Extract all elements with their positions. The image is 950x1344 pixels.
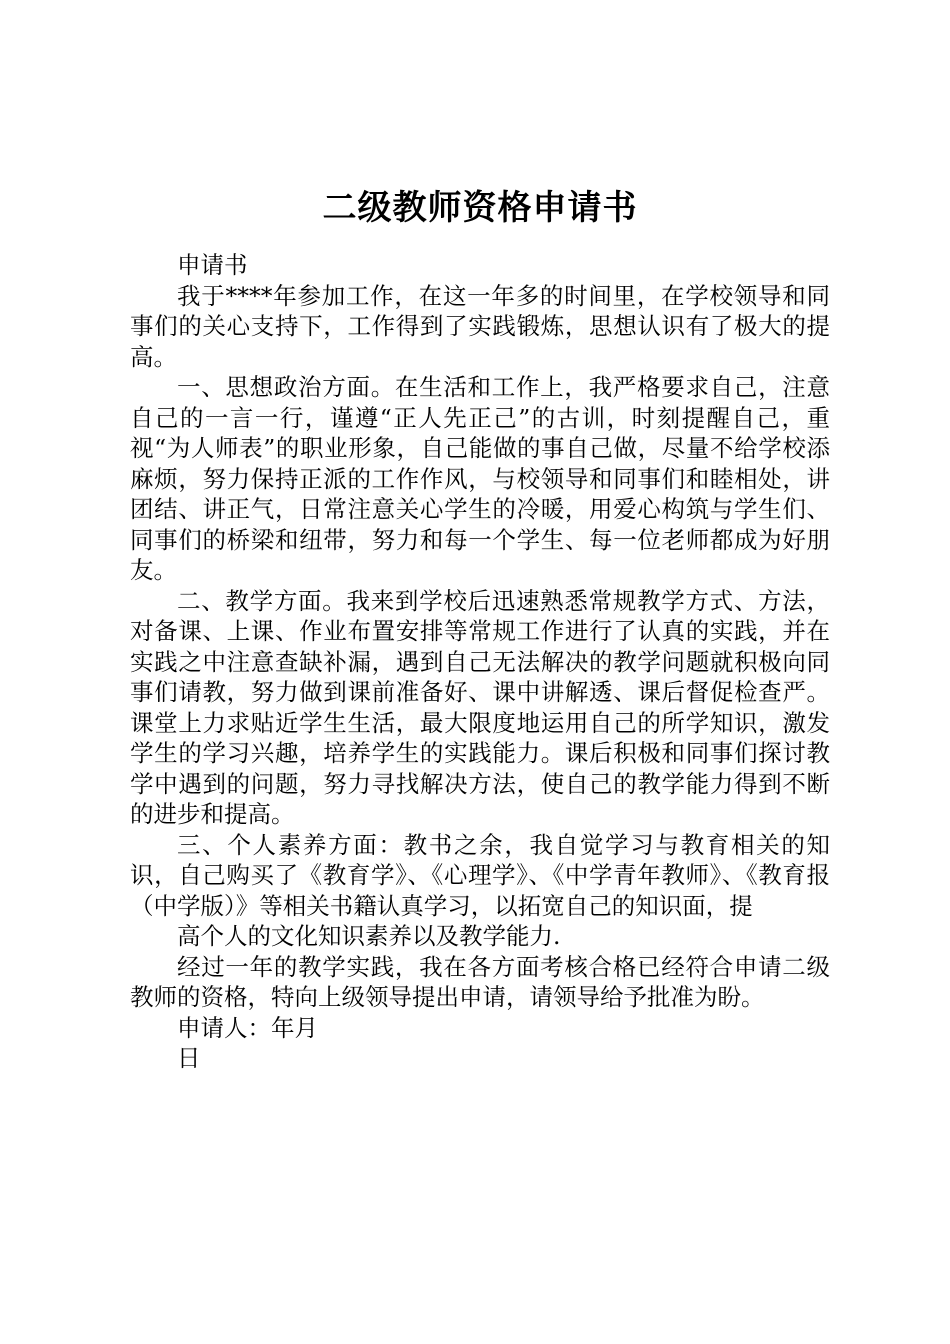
signature-day: 日: [177, 1044, 201, 1072]
paragraph-political: 一、思想政治方面。在生活和工作上，我严格要求自己，注意自己的一言一行，谨遵“正人先正己”的古训，时刻提醒自己，重视“为人师表”的职业形象，自己能做的事自己做，尽量不给学校添麻烦，努力保持正派的工作作风，与校领导和同事们和睦相处，讲团结、讲正气，日常注意关心学生的冷暖，用爱心构筑与学生们、同事们的桥梁和纽带，努力和每一个学生、每一位老师都成为好朋友。: [130, 373, 830, 584]
paragraph-conclusion: 经过一年的教学实践，我在各方面考核合格已经符合申请二级教师的资格，特向上级领导提出申请，请领导给予批准为盼。: [130, 952, 830, 1011]
signature-applicant: 申请人：年月: [177, 1013, 318, 1042]
paragraph-heading: 申请书: [177, 251, 248, 279]
paragraph-teaching: 二、教学方面。我来到学校后迅速熟悉常规教学方式、方法，对备课、上课、作业布置安排等常规工作进行了认真的实践，并在实践之中注意查缺补漏，遇到自己无法解决的教学问题就积极向同事们请教，努力做到课前准备好、课中讲解透、课后督促检查严。课堂上力求贴近学生生活，最大限度地运用自己的所学知识，激发学生的学习兴趣，培养学生的实践能力。课后积极和同事们探讨教学中遇到的问题，努力寻找解决方法，使自己的教学能力得到不断的进步和提高。: [130, 586, 830, 828]
document-page: [130, 180, 830, 1074]
paragraph-personal-cont: 高个人的文化知识素养以及教学能力.: [177, 922, 561, 950]
paragraph-intro: 我于****年参加工作，在这一年多的时间里，在学校领导和同事们的关心支持下，工作得到了实践锻炼，思想认识有了极大的提高。: [130, 281, 830, 371]
paragraph-personal: 三、个人素养方面：教书之余，我自觉学习与教育相关的知识，自己购买了《教育学》、《心理学》、《中学青年教师》、《教育报（中学版）》等相关书籍认真学习，以拓宽自己的知识面，提: [130, 830, 830, 920]
document-title: 二级教师资格申请书: [322, 188, 638, 228]
